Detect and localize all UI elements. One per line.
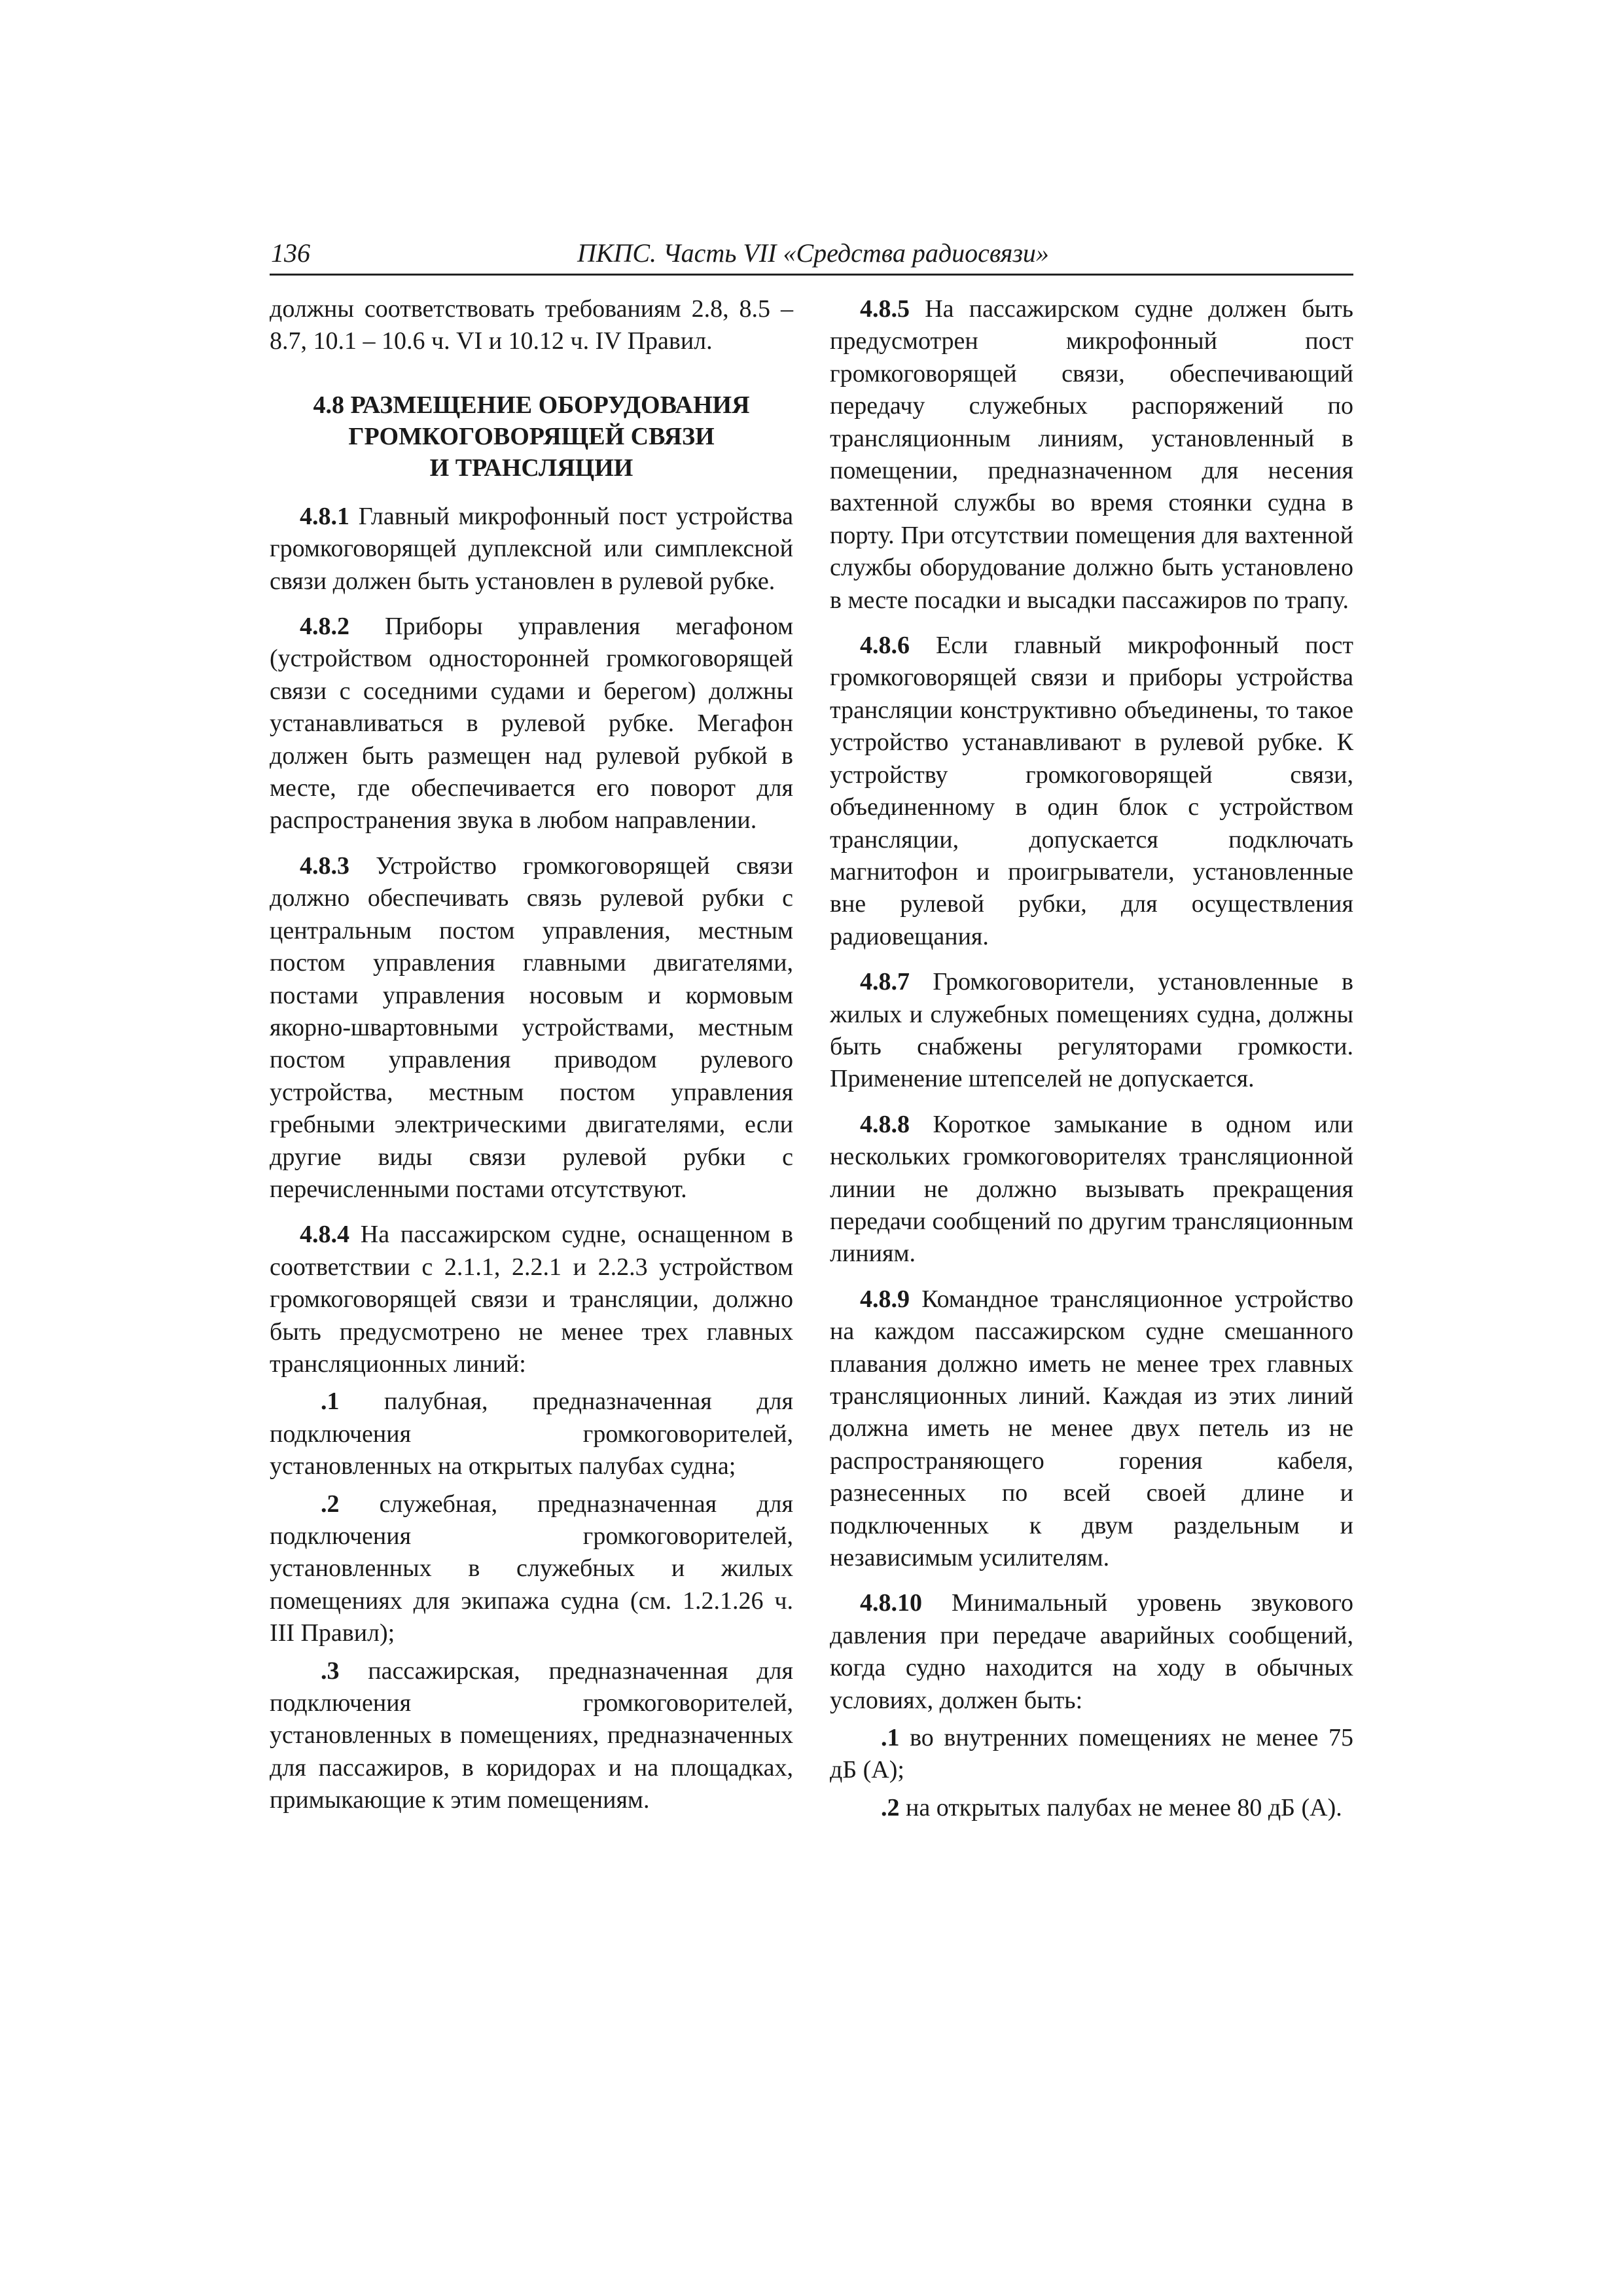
page-number: 136 [271,238,310,268]
clause-number: 4.8.9 [860,1285,910,1313]
list-item-1 [270,1386,793,1482]
paragraph-4-8-10 [830,1587,1353,1717]
item-number: .3 [321,1657,340,1685]
item-text: служебная, предназначенная для подключения громкоговорителей, установленных в служебных и жилых помещениях для экипажа судна (см. 1.2.1.26 ч. III Правил); [270,1490,793,1647]
paragraph-4-8-2 [270,611,793,837]
paragraph-4-8-6 [830,630,1353,953]
clause-text: Устройство громкоговорящей связи должно обеспечивать связь рулевой рубки с центральным постом управления, местным постом управления главными двигателями, постами управления носовым и кормовым якорно-швартовными устройствами, местным постом управления приводом рулевого устройства, местным постом управления гребными электрическими двигателями, если другие виды связи рулевой рубки с перечисленными постами отсутствуют. [270,852,793,1203]
clause-number: 4.8.2 [300,613,349,641]
clause-number: 4.8.7 [860,968,910,996]
section-heading-line: И ТРАНСЛЯЦИИ [429,454,633,482]
item-text: пассажирская, предназначенная для подключения громкоговорителей, установленных в помещениях, предназначенных для пассажиров, в коридорах и на площадках, примыкающие к этим помещениям. [270,1657,793,1814]
item-text: палубная, предназначенная для подключения громкоговорителей, установленных на открытых палубах судна; [270,1388,793,1480]
item-text: во внутренних помещениях не менее 75 дБ (А); [830,1724,1353,1784]
section-heading-line: ГРОМКОГОВОРЯЩЕЙ СВЯЗИ [348,422,715,450]
paragraph-4-8-9 [830,1283,1353,1575]
list-item-1 [830,1722,1353,1787]
paragraph-4-8-5 [830,293,1353,617]
paragraph-4-8-4 [270,1219,793,1380]
page-header [270,237,1353,276]
left-column [270,293,793,1830]
clause-number: 4.8.6 [860,632,910,660]
list-item-2 [830,1792,1353,1824]
clause-number: 4.8.10 [860,1589,922,1617]
clause-text: Главный микрофонный пост устройства громкоговорящей дуплексной или симплексной связи должен быть установлен в рулевой рубке. [270,502,793,595]
clause-text: На пассажирском судне должен быть предусмотрен микрофонный пост громкоговорящей связи, обеспечивающий передачу служебных распоряжений по трансляционным линиям, установленный в помещении, предназначенном для несения вахтенной службы во время стоянки судна в порту. При отсутствии помещения для вахтенной службы оборудование должно быть установлено в месте посадки и высадки пассажиров по трапу. [830,295,1353,614]
paragraph-4-8-3 [270,850,793,1206]
item-number: .2 [321,1490,340,1518]
list-item-2 [270,1488,793,1650]
clause-text: Короткое замыкание в одном или нескольких громкоговорителях трансляционной линии не должно вызывать прекращения передачи сообщений по другим трансляционным линиям. [830,1110,1353,1268]
clause-text: На пассажирском судне, оснащенном в соответствии с 2.1.1, 2.2.1 и 2.2.3 устройством громкоговорящей связи и трансляции, должно быть предусмотрено не менее трех главных трансляционных линий: [270,1221,793,1378]
clause-text: Если главный микрофонный пост громкоговорящей связи и приборы устройства трансляции конструктивно объединены, то такое устройство устанавливают в рулевой рубке. К устройству громкоговорящей связи, объединенному в один блок с устройством трансляции, допускается подключать магнитофон и проигрыватели, установленные вне рулевой рубки, для осуществления радиовещания. [830,632,1353,950]
clause-number: 4.8.8 [860,1110,910,1138]
clause-number: 4.8.1 [300,502,349,530]
clause-text: Минимальный уровень звукового давления при передаче аварийных сообщений, когда судно находится на ходу в обычных условиях, должен быть: [830,1589,1353,1714]
clause-number: 4.8.3 [300,852,349,880]
clause-number: 4.8.5 [860,295,910,323]
intro-paragraph: должны соответствовать требованиям 2.8, 8.5 – 8.7, 10.1 – 10.6 ч. VI и 10.12 ч. IV Правил. [270,295,793,355]
paragraph-4-8-8 [830,1109,1353,1270]
list-item-3 [270,1655,793,1817]
item-text: на открытых палубах не менее 80 дБ (А). [899,1793,1342,1821]
section-heading [270,389,793,484]
clause-text: Командное трансляционное устройство на каждом пассажирском судне смешанного плавания должно иметь не менее трех главных трансляционных линий. Каждая из этих линий должна иметь не менее двух петель из не распространяющего горения кабеля, разнесенных по всей своей длине и подключенных к двум раздельным и независимым усилителям. [830,1285,1353,1572]
clause-number: 4.8.4 [300,1221,349,1249]
paragraph-4-8-1 [270,501,793,598]
clause-text: Громкоговорители, установленные в жилых и служебных помещениях судна, должны быть снабжены регуляторами громкости. Применение штепселей не допускается. [830,968,1353,1093]
item-number: .1 [321,1388,340,1416]
running-title: ПКПС. Часть VII «Средства радиосвязи» [577,238,1049,268]
right-column [830,293,1353,1837]
section-heading-line: 4.8 РАЗМЕЩЕНИЕ ОБОРУДОВАНИЯ [313,391,750,419]
paragraph-4-8-7 [830,966,1353,1096]
clause-text: Приборы управления мегафоном (устройством односторонней громкоговорящей связи с соседними судами и берегом) должны устанавливаться в рулевой рубке. Мегафон должен быть размещен над рулевой рубкой в месте, где обеспечивается его поворот для распространения звука в любом направлении. [270,613,793,834]
item-number: .1 [881,1724,900,1752]
item-number: .2 [881,1793,900,1821]
